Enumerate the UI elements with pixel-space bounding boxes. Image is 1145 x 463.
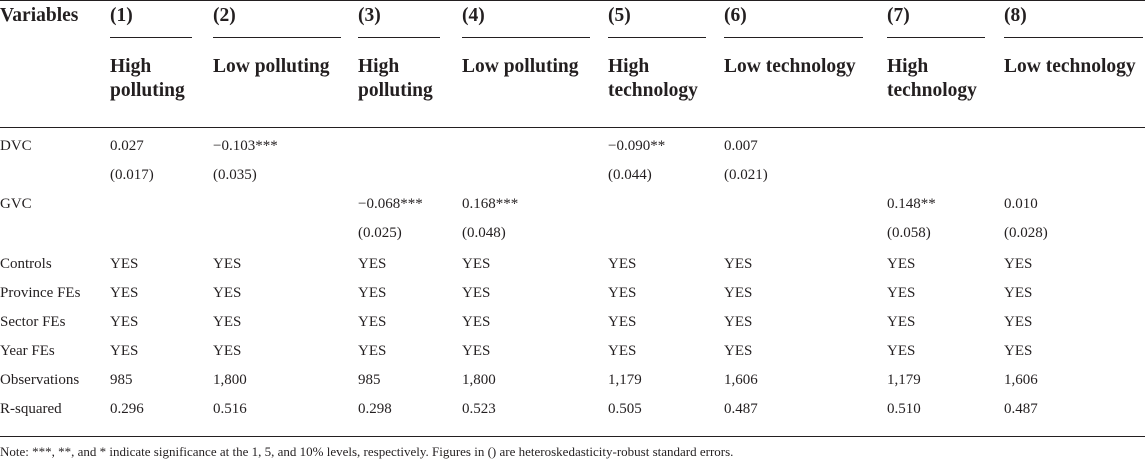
table-cell: YES bbox=[724, 314, 753, 330]
table-cell: (0.021) bbox=[724, 167, 768, 183]
table-cell: YES bbox=[1004, 285, 1033, 301]
column-number-6: (6) bbox=[724, 5, 747, 26]
table-cell: (0.025) bbox=[358, 225, 402, 241]
column-underline-4 bbox=[462, 37, 590, 38]
table-cell: 0.505 bbox=[608, 401, 642, 417]
table-cell: YES bbox=[1004, 256, 1033, 272]
table-cell: 0.510 bbox=[887, 401, 921, 417]
table-cell: YES bbox=[462, 314, 491, 330]
table-cell: (0.048) bbox=[462, 225, 506, 241]
row-label: Sector FEs bbox=[0, 314, 66, 330]
table-cell: 0.523 bbox=[462, 401, 496, 417]
row-label: GVC bbox=[0, 196, 32, 212]
table-cell: YES bbox=[358, 314, 387, 330]
table-cell: YES bbox=[887, 343, 916, 359]
table-cell: YES bbox=[358, 285, 387, 301]
row-label: Controls bbox=[0, 256, 52, 272]
column-subheader-2: Low polluting bbox=[213, 56, 330, 77]
column-number-8: (8) bbox=[1004, 5, 1027, 26]
row-label: Province FEs bbox=[0, 285, 81, 301]
table-cell: YES bbox=[213, 285, 242, 301]
column-underline-7 bbox=[887, 37, 985, 38]
column-subheader-8: Low technology bbox=[1004, 56, 1136, 77]
table-note: Note: ***, **, and * indicate significance at the 1, 5, and 10% levels, respectively. Figures in () are heteroskedasticity-robust standard errors. bbox=[0, 444, 734, 459]
table-cell: YES bbox=[213, 256, 242, 272]
table-cell: (0.017) bbox=[110, 167, 154, 183]
table-cell: 985 bbox=[110, 372, 133, 388]
column-number-4: (4) bbox=[462, 5, 485, 26]
header-bottom-rule bbox=[0, 127, 1145, 128]
table-cell: YES bbox=[1004, 314, 1033, 330]
table-cell: 1,606 bbox=[724, 372, 758, 388]
table-cell: 0.007 bbox=[724, 138, 758, 154]
row-label: Observations bbox=[0, 372, 80, 388]
column-subheader-5: High technology bbox=[608, 56, 698, 101]
column-subheader-6: Low technology bbox=[724, 56, 856, 77]
row-label: DVC bbox=[0, 138, 32, 154]
table-cell: 0.487 bbox=[1004, 401, 1038, 417]
table-cell: (0.035) bbox=[213, 167, 257, 183]
column-number-1: (1) bbox=[110, 5, 133, 26]
variables-header: Variables bbox=[0, 5, 79, 26]
table-cell: YES bbox=[213, 343, 242, 359]
table-cell: YES bbox=[462, 285, 491, 301]
table-cell: 985 bbox=[358, 372, 381, 388]
table-cell: YES bbox=[110, 285, 139, 301]
table-cell: 1,606 bbox=[1004, 372, 1038, 388]
table-cell: −0.103*** bbox=[213, 138, 278, 154]
top-rule bbox=[0, 0, 1145, 1]
column-underline-8 bbox=[1004, 37, 1143, 38]
table-cell: YES bbox=[462, 343, 491, 359]
table-cell: YES bbox=[462, 256, 491, 272]
table-cell: YES bbox=[724, 256, 753, 272]
table-cell: YES bbox=[887, 314, 916, 330]
column-underline-6 bbox=[724, 37, 863, 38]
column-number-2: (2) bbox=[213, 5, 236, 26]
table-cell: YES bbox=[724, 285, 753, 301]
table-cell: YES bbox=[358, 343, 387, 359]
column-underline-1 bbox=[110, 37, 192, 38]
table-cell: YES bbox=[608, 285, 637, 301]
table-cell: 0.010 bbox=[1004, 196, 1038, 212]
row-label: R-squared bbox=[0, 401, 62, 417]
row-label: Year FEs bbox=[0, 343, 55, 359]
column-underline-2 bbox=[213, 37, 341, 38]
table-cell: 0.296 bbox=[110, 401, 144, 417]
table-cell: YES bbox=[110, 256, 139, 272]
table-cell: (0.028) bbox=[1004, 225, 1048, 241]
table-cell: YES bbox=[213, 314, 242, 330]
table-cell: 0.148** bbox=[887, 196, 936, 212]
table-cell: 1,800 bbox=[213, 372, 247, 388]
table-cell: 0.516 bbox=[213, 401, 247, 417]
table-cell: YES bbox=[724, 343, 753, 359]
table-cell: 0.027 bbox=[110, 138, 144, 154]
column-underline-3 bbox=[358, 37, 440, 38]
table-cell: YES bbox=[608, 314, 637, 330]
table-cell: YES bbox=[887, 285, 916, 301]
table-cell: YES bbox=[608, 343, 637, 359]
table-cell: 0.298 bbox=[358, 401, 392, 417]
table-cell: −0.090** bbox=[608, 138, 666, 154]
table-cell: YES bbox=[110, 314, 139, 330]
table-cell: 1,800 bbox=[462, 372, 496, 388]
column-underline-5 bbox=[608, 37, 706, 38]
column-subheader-1: High polluting bbox=[110, 56, 185, 101]
bottom-rule bbox=[0, 436, 1145, 437]
table-cell: YES bbox=[887, 256, 916, 272]
column-subheader-3: High polluting bbox=[358, 56, 433, 101]
table-cell: 0.168*** bbox=[462, 196, 519, 212]
column-number-5: (5) bbox=[608, 5, 631, 26]
table-cell: YES bbox=[1004, 343, 1033, 359]
column-number-7: (7) bbox=[887, 5, 910, 26]
table-cell: −0.068*** bbox=[358, 196, 423, 212]
table-cell: YES bbox=[358, 256, 387, 272]
table-cell: (0.044) bbox=[608, 167, 652, 183]
column-subheader-7: High technology bbox=[887, 56, 977, 101]
table-cell: (0.058) bbox=[887, 225, 931, 241]
table-cell: 1,179 bbox=[887, 372, 921, 388]
table-cell: YES bbox=[110, 343, 139, 359]
column-subheader-4: Low polluting bbox=[462, 56, 579, 77]
table-cell: 1,179 bbox=[608, 372, 642, 388]
table-cell: YES bbox=[608, 256, 637, 272]
table-cell: 0.487 bbox=[724, 401, 758, 417]
column-number-3: (3) bbox=[358, 5, 381, 26]
